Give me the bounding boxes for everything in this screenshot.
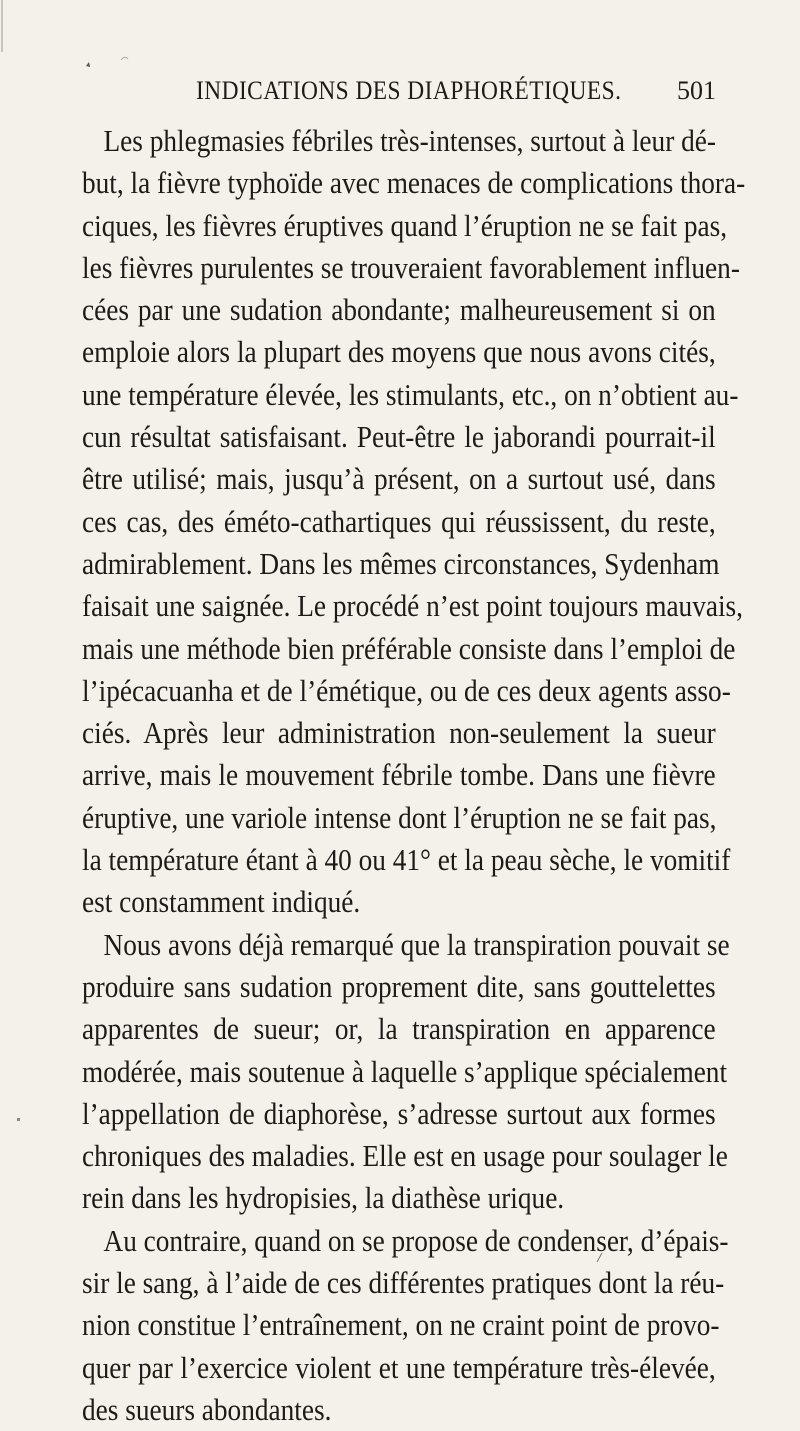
speck xyxy=(86,62,90,67)
running-head: INDICATIONS DES DIAPHORÉTIQUES. xyxy=(196,76,622,105)
text-line: Les phlegmasies fébriles très-intenses, surtout à leur dé- xyxy=(103,124,716,158)
text-line: ciques, les fièvres éruptives quand l’éruption ne se fait pas, xyxy=(82,208,728,243)
text-line: sir le sang, à l’aide de ces différentes pratiques dont la réu- xyxy=(82,1266,725,1301)
text-line: l’ipécacuanha et de l’émétique, ou de ces deux agents asso- xyxy=(82,673,731,708)
text-line: Nous avons déjà remarqué que la transpiration pouvait se xyxy=(103,927,730,962)
page-number: 501 xyxy=(677,76,716,105)
speck xyxy=(597,1253,602,1262)
text-line: mais une méthode bien préférable consiste dans l’emploi de xyxy=(82,631,736,666)
text-line: être utilisé; mais, jusqu’à présent, on a surtout usé, dans xyxy=(82,462,716,497)
speck xyxy=(17,1118,20,1121)
text-line: chroniques des maladies. Elle est en usage pour soulager le xyxy=(82,1139,728,1174)
text-line: faisait une saignée. Le procédé n’est point toujours mauvais, xyxy=(82,589,744,624)
text-line: des sueurs abondantes. xyxy=(82,1392,332,1427)
text-line: cées par une sudation abondante; malheureusement si on xyxy=(82,293,716,328)
text-line: apparentes de sueur; or, la transpiration en apparence xyxy=(82,1012,716,1047)
text-line: Au contraire, quand on se propose de condenser, d’épais- xyxy=(103,1223,729,1258)
text-line: la température étant à 40 ou 41° et la peau sèche, le vomitif xyxy=(82,843,731,878)
text-line: est constamment indiqué. xyxy=(82,885,361,920)
text-line: une température élevée, les stimulants, etc., on n’obtient au- xyxy=(82,377,739,412)
text-line: but, la fièvre typhoïde avec menaces de complications thora- xyxy=(82,166,746,201)
text-line: arrive, mais le mouvement fébrile tombe. Dans une fièvre xyxy=(82,758,716,793)
text-line: ces cas, des éméto-cathartiques qui réussissent, du reste, xyxy=(82,504,716,539)
text-line: rein dans les hydropisies, la diathèse urique. xyxy=(82,1181,565,1216)
text-line: admirablement. Dans les mêmes circonstances, Sydenham xyxy=(82,546,720,581)
text-line: emploie alors la plupart des moyens que nous avons cités, xyxy=(82,335,716,370)
text-line: modérée, mais soutenue à laquelle s’applique spécialement xyxy=(82,1054,728,1089)
text-line: nion constitue l’entraînement, on ne craint point de provo- xyxy=(82,1308,720,1343)
text-line: l’appellation de diaphorèse, s’adresse surtout aux formes xyxy=(82,1096,716,1131)
speck xyxy=(121,57,128,60)
text-line: les fièvres purulentes se trouveraient favorablement influen- xyxy=(82,250,740,285)
text-line: cun résultat satisfaisant. Peut-être le jaborandi pourrait-il xyxy=(82,420,716,455)
text-line: éruptive, une variole intense dont l’éruption ne se fait pas, xyxy=(82,800,717,835)
text-line: produire sans sudation proprement dite, sans gouttelettes xyxy=(82,969,716,1004)
text-line: ciés. Après leur administration non-seulement la sueur xyxy=(82,716,716,751)
text-line: quer par l’exercice violent et une température très-élevée, xyxy=(82,1350,716,1385)
